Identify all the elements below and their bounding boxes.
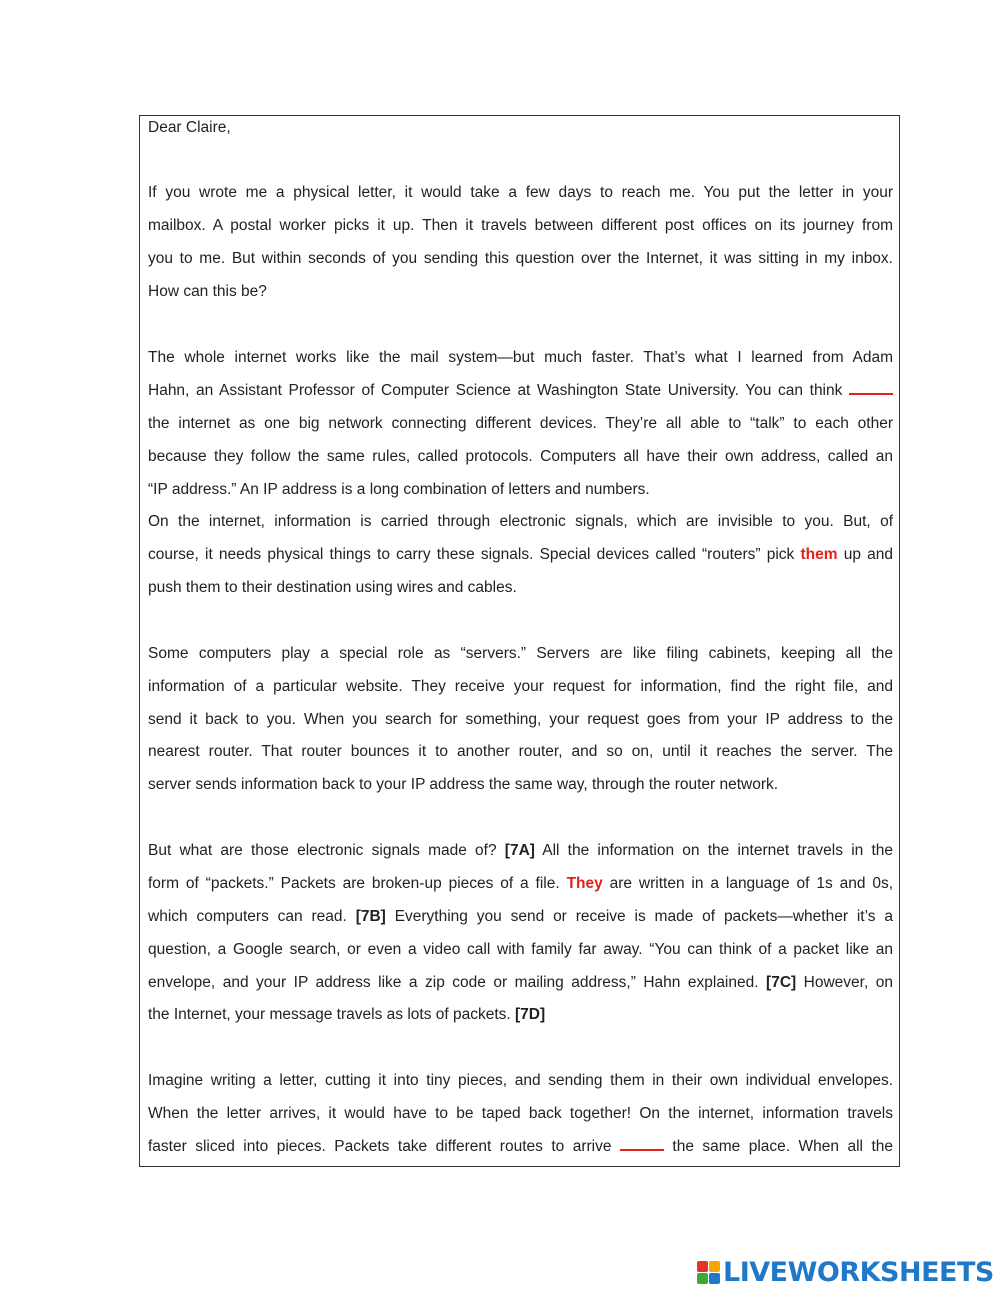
text-line <box>148 874 893 894</box>
logo-block <box>697 1261 708 1272</box>
text-line <box>148 545 893 565</box>
text-line: information of a particular website. They receive your request for information, find the right file, and <box>148 678 893 695</box>
text-line: Imagine writing a letter, cutting it into tiny pieces, and sending them in their own individual envelopes. <box>148 1072 893 1089</box>
logo-block <box>709 1273 720 1284</box>
text-line <box>148 381 893 401</box>
logo-blocks-icon <box>697 1261 720 1284</box>
text-segment: Hahn, an Assistant Professor of Computer Science at Washington State University. You can think <box>148 382 849 399</box>
letter-box <box>139 115 900 1167</box>
text-line <box>148 1137 893 1157</box>
text-line: question, a Google search, or even a video call with family far away. “You can think of a packet like an <box>148 941 893 958</box>
text-line: “IP address.” An IP address is a long combination of letters and numbers. <box>148 481 650 498</box>
text-line <box>148 907 893 927</box>
text-line: because they follow the same rules, called protocols. Computers all have their own address, called an <box>148 448 893 465</box>
text-segment: the Internet, your message travels as lots of packets. <box>148 1006 516 1023</box>
text-line: On the internet, information is carried through electronic signals, which are invisible to you. But, of <box>148 513 893 530</box>
highlighted-word: They <box>566 875 603 892</box>
text-segment: However, on <box>796 974 893 991</box>
text-segment: which computers can read. <box>148 908 356 925</box>
text-segment: up and <box>837 546 893 563</box>
answer-blank[interactable] <box>620 1137 664 1151</box>
text-line: server sends information back to your IP address the same way, through the router network. <box>148 776 779 793</box>
answer-blank[interactable] <box>849 381 893 395</box>
greeting: Dear Claire, <box>148 119 231 136</box>
text-line: you to me. But within seconds of you sending this question over the Internet, it was sitting in my inbox. <box>148 250 893 267</box>
logo-block <box>709 1261 720 1272</box>
text-segment: envelope, and your IP address like a zip code or mailing address,” Hahn explained. <box>148 974 767 991</box>
marker-7d: [7D] <box>515 1006 546 1023</box>
text-segment: But what are those electronic signals made of? <box>148 842 505 859</box>
text-segment: are written in a language of 1s and 0s, <box>602 875 894 892</box>
text-line: nearest router. That router bounces it to another router, and so on, until it reaches the server. The <box>148 743 893 760</box>
text-line: push them to their destination using wires and cables. <box>148 579 517 596</box>
text-line: How can this be? <box>148 283 267 300</box>
marker-7c: [7C] <box>766 974 797 991</box>
text-line: The whole internet works like the mail system—but much faster. That’s what I learned from Adam <box>148 349 893 366</box>
logo-block <box>697 1273 708 1284</box>
text-line: When the letter arrives, it would have to be taped back together! On the internet, information travels <box>148 1105 893 1122</box>
marker-7a: [7A] <box>504 842 535 859</box>
marker-7b: [7B] <box>355 908 386 925</box>
text-segment: Everything you send or receive is made of packets—whether it’s a <box>385 908 893 925</box>
text-segment: faster sliced into pieces. Packets take different routes to arrive <box>148 1138 620 1155</box>
text-line: If you wrote me a physical letter, it would take a few days to reach me. You put the letter in your <box>148 184 893 201</box>
text-segment: form of “packets.” Packets are broken-up pieces of a file. <box>148 875 567 892</box>
text-segment: the same place. When all the <box>663 1138 893 1155</box>
highlighted-word: them <box>800 546 838 563</box>
text-line: send it back to you. When you search for something, your request goes from your IP address to the <box>148 711 893 728</box>
text-segment: course, it needs physical things to carry these signals. Special devices called “routers” pick <box>148 546 801 563</box>
text-line <box>148 1005 893 1025</box>
text-line: mailbox. A postal worker picks it up. Then it travels between different post offices on its journey from <box>148 217 893 234</box>
text-line <box>148 841 893 861</box>
liveworksheets-logo[interactable] <box>697 1254 994 1290</box>
text-line <box>148 973 893 993</box>
text-segment: All the information on the internet travels in the <box>534 842 893 859</box>
brand-name: LIVEWORKSHEETS <box>723 1256 994 1288</box>
text-line: the internet as one big network connecting different devices. They’re all able to “talk” to each other <box>148 415 893 432</box>
text-line: Some computers play a special role as “servers.” Servers are like filing cabinets, keeping all the <box>148 645 893 662</box>
